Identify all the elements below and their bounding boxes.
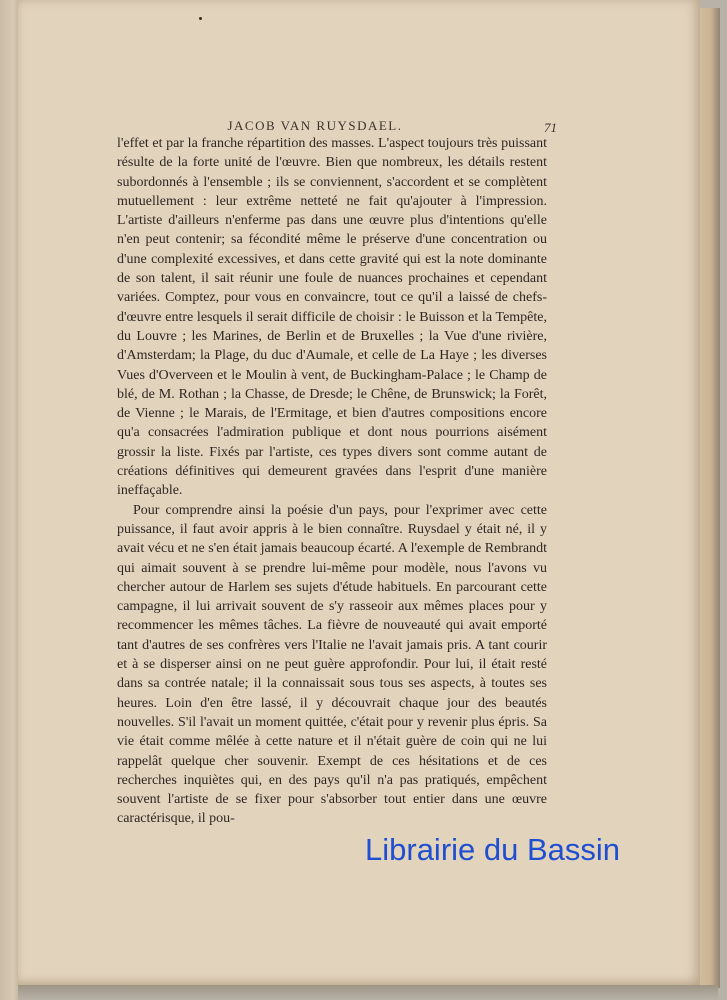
- watermark-text: Librairie du Bassin: [365, 832, 621, 867]
- ink-speck: [199, 17, 202, 20]
- running-title: JACOB VAN RUYSDAEL.: [227, 118, 403, 133]
- page-bottom-shadow: [18, 985, 718, 1000]
- page-number: 71: [544, 120, 557, 135]
- body-text: [117, 134, 547, 829]
- paragraph: Pour comprendre ainsi la poésie d'un pays, pour l'exprimer avec cette puissance, il faut avoir appris à le bien connaître. Ruysdael y était né, il y avait vécu et ne s'en était jamais beaucoup écarté. A l'exemple de Rembrandt qui aimait souvent à se prendre lui-même pour modèle, nous l'avons vu chercher autour de Harlem ses sujets d'étude habituels. En parcourant cette campagne, il lui arrivait souvent de s'y rasseoir aux mêmes places pour y recommencer les mêmes tâches. La fièvre de nouveauté qui avait emporté tant d'autres de ses confrères vers l'Italie ne l'avait jamais pris. A tant courir et à se disperser ainsi on ne peut guère approfondir. Pour lui, il était resté dans sa contrée natale; il la connaissait sous tous ses aspects, à toutes ses heures. Loin d'en être lassé, il y découvrait chaque jour des beautés nouvelles. S'il l'avait un moment quittée, c'était pour y revenir plus épris. Sa vie était comme mêlée à cette nature et il n'était guère de coin qui ne lui rappelât quelque cher souvenir. Exempt de ces hésitations et de ces recherches inquiètes qui, en des pays qu'il n'a pas pratiqués, empêchent souvent l'artiste de se fixer pour s'absorber tout entier dans une œuvre caractérisque, il pou-: [117, 502, 547, 827]
- paragraph: l'effet et par la franche répartition des masses. L'aspect toujours très puissant résulte de la forte unité de l'œuvre. Bien que nombreux, les détails restent subordonnés à l'ensemble ; ils se conviennent, s'accordent et se complètent mutuellement : leur extrême netteté ne fait qu'ajouter à l'impression. L'artiste d'ailleurs n'enferme pas dans une œuvre plus d'intentions qu'elle n'en peut contenir; sa fécondité même le préserve d'une concentration ou d'une complexité excessives, et dans cette gravité qui est la note dominante de son talent, il sait réunir une foule de nuances prochaines et cependant variées. Comptez, pour vous en convaincre, tout ce qu'il a laissé de chefs-d'œuvre entre lesquels il serait difficile de choisir : le Buisson et la Tempête, du Louvre ; les Marines, de Berlin et de Bruxelles ; la Vue d'une rivière, d'Amsterdam; la Plage, du duc d'Aumale, et celle de La Haye ; les diverses Vues d'Overveen et le Moulin à vent, de Buckingham-Palace ; le Champ de blé, de M. Rothan ; la Chasse, de Dresde; le Chêne, de Brunswick; la Forêt, de Vienne ; le Marais, de l'Ermitage, et bien d'autres compositions encore qu'a consacrées l'admiration publique et dont nous pourrions aisément grossir la liste. Fixés par l'artiste, ces types divers sont comme autant de créations définitives qui demeurent gravées dans l'esprit d'une manière ineffaçable.: [117, 136, 547, 499]
